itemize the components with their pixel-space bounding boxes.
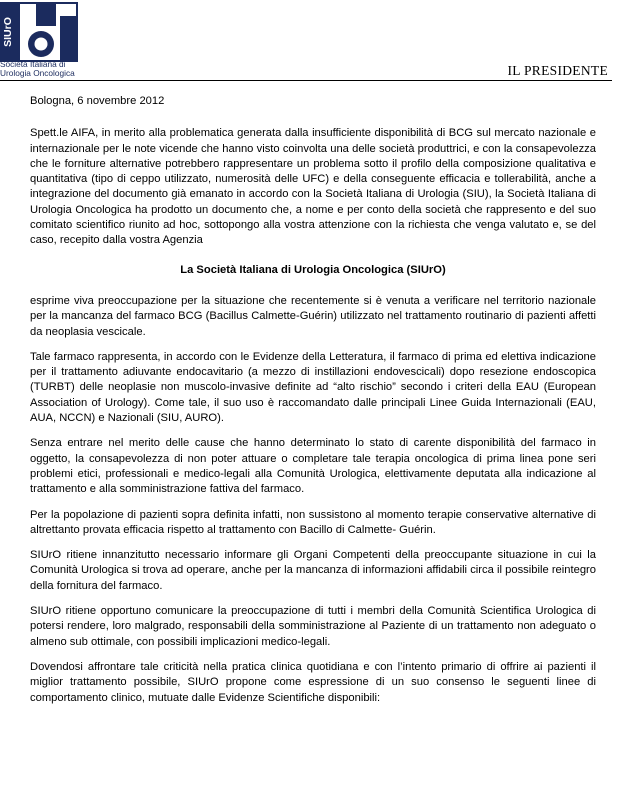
body-paragraph: SIUrO ritiene innanzitutto necessario informare gli Organi Competenti della preoccupante situazione in cui la Comunità Urologica si trova ad operare, anche per la mancanza di informazioni affidabili circa il possibile reintegro della fornitura del farmaco. <box>30 549 596 592</box>
organization-name-line1: Società Italiana di <box>0 59 66 69</box>
body-paragraph: esprime viva preoccupazione per la situazione che recentemente si è venuta a verificare nel territorio nazionale per la mancanza del farmaco BCG (Bacillus Calmette-Guérin) utilizzato nel trattamento routinario di pazienti affetti da neoplasia vescicale. <box>30 294 596 338</box>
body-paragraph: Per la popolazione di pazienti sopra definita infatti, non sussistono al momento terapie conservative alternative di altrettanto provata efficacia rispetto al trattamento con Bacillo di Calmette- Guérin. <box>30 508 596 536</box>
organization-name-line2: Urologia Oncologica <box>0 67 75 78</box>
siuro-logo <box>0 2 78 66</box>
organization-name <box>0 60 90 77</box>
body-paragraph: SIUrO ritiene opportuno comunicare la preoccupazione di tutti i membri della Comunità Scientifica Urologica di potersi rendere, loro malgrado, responsabili della somministrazione al Paziente di un trattamento non adeguato o almeno sub ottimale, con possibili implicazioni medico-legali. <box>30 605 596 648</box>
body-paragraph: Dovendosi affrontare tale criticità nella pratica clinica quotidiana e con l’intento primario di offrire ai pazienti il miglior trattamento possibile, SIUrO propone come espressione di un suo consenso le seguenti linee di comportamento clinico, mutuate dalle Evidenze Scientifiche disponibili: <box>30 660 596 704</box>
body-paragraph: Tale farmaco rappresenta, in accordo con le Evidenze della Letteratura, il farmaco di prima ed elettiva indicazione per il trattamento adiuvante endocavitario (a mezzo di instillazioni endovescicali) dopo resezione endoscopica (TURBT) delle neoplasie non muscolo-invasive definite ad “alto rischio” secondo i criteri della EAU (European Association of Urology). Come tale, il suo uso è raccomandato dalle principali Linee Guida Internazionali (EAU, AUA, NCCN) e Nazionali (SIU, AURO). <box>30 350 596 425</box>
letter-body <box>30 94 596 716</box>
letter-intro-paragraph: Spett.le AIFA, in merito alla problematica generata dalla insufficiente disponibilità di BCG sul mercato nazionale e internazionale per le note vicende che hanno visto coinvolta una delle società produttrici, e con la consapevolezza che le forniture alternative potrebbero rappresentare un problema sotto il profilo della composizione qualitativa e quantitativa (tipo di ceppo utilizzato, numerosità delle UFC) e della conseguente efficacia e tollerabilità, anche a integrazione del documento già emanato in accordo con la Società Italiana di Urologia (SIU), la Società Italiana di Urologia Oncologica ha prodotto un documento che, a nome e per conto della società che rappresento e del suo comitato scientifico riunito ad hoc, sottopongo alla vostra attenzione con la richiesta che venga valutato e, se del caso, recepito dalla vostra Agenzia <box>30 127 596 247</box>
letterhead <box>0 0 640 80</box>
letterhead-divider <box>0 80 612 81</box>
letterhead-title: IL PRESIDENTE <box>507 63 608 78</box>
letter-date: Bologna, 6 novembre 2012 <box>30 95 165 107</box>
logo-mark-text: SIUrO <box>2 17 14 47</box>
body-paragraph: Senza entrare nel merito delle cause che hanno determinato lo stato di carente disponibilità del farmaco in oggetto, la consapevolezza di non poter attuare o completare tale terapia oncologica di prima linea pone seri problemi etici, professionali e medico-legali alla Comunità Urologica, elettivamente deputata alla indicazione al trattamento e alla somministrazione fattiva del farmaco. <box>30 437 596 496</box>
section-title: La Società Italiana di Urologia Oncologica (SIUrO) <box>180 263 446 276</box>
